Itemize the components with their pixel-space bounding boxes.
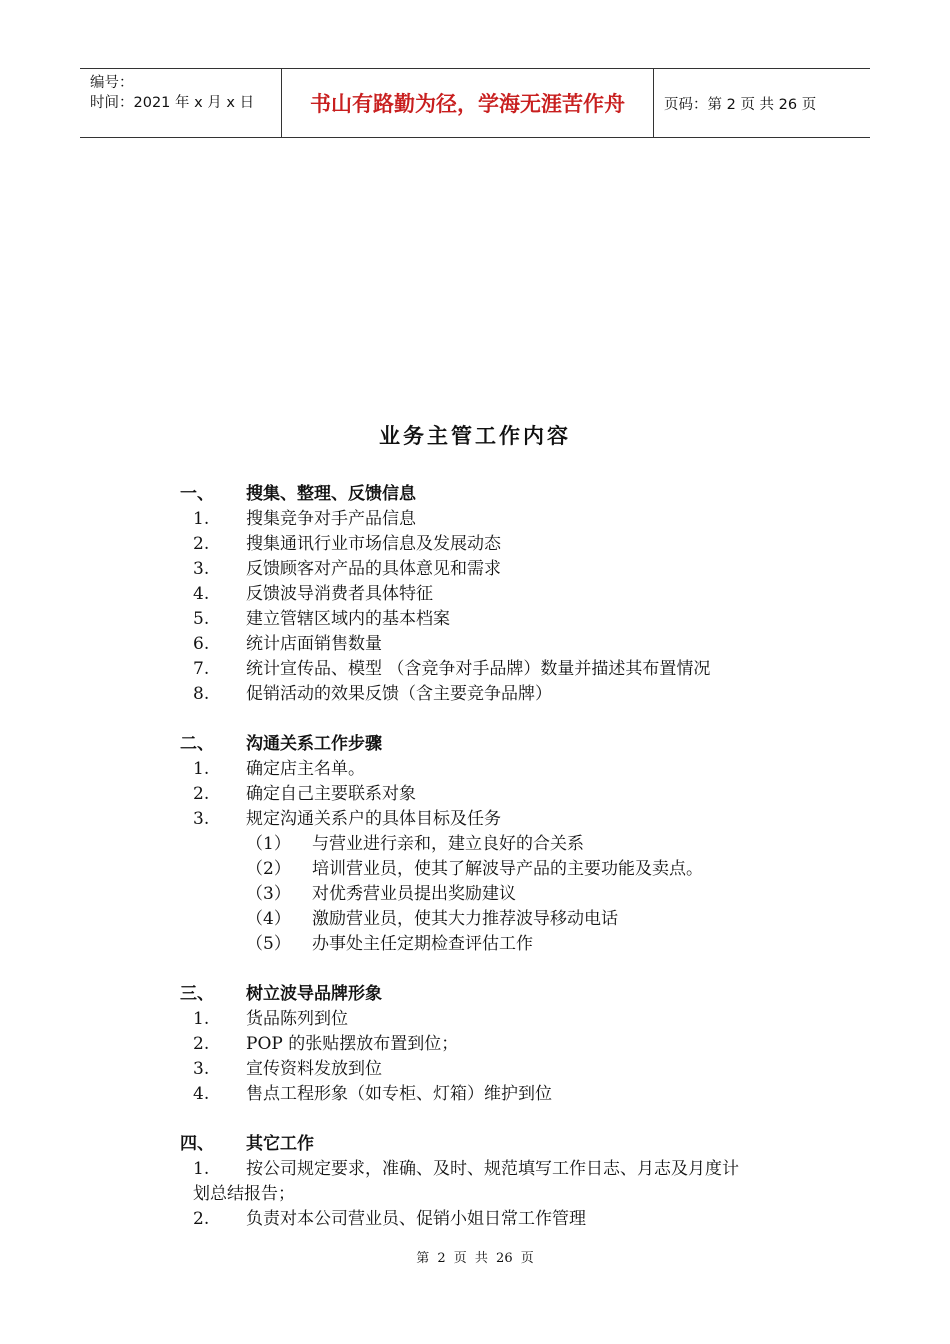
list-item xyxy=(180,1082,820,1107)
item-number: 3. xyxy=(193,809,210,829)
list-item xyxy=(180,782,820,807)
item-text: 确定店主名单。 xyxy=(246,759,365,779)
item-number: 5. xyxy=(193,609,210,629)
list-item xyxy=(180,607,820,632)
header-number-label: 编号： xyxy=(90,75,134,91)
sub-list-item xyxy=(180,832,820,857)
item-number: 2. xyxy=(193,1034,210,1054)
list-item xyxy=(180,1057,820,1082)
page-footer: 第 2 页 共 26 页 xyxy=(416,1251,534,1266)
sub-list-item xyxy=(180,907,820,932)
document-header xyxy=(80,68,870,138)
item-number: 3. xyxy=(193,559,210,579)
list-item xyxy=(180,807,820,832)
item-text: 搜集竞争对手产品信息 xyxy=(246,509,416,529)
sub-item-number: （5） xyxy=(246,934,291,954)
section-title: 其它工作 xyxy=(246,1134,314,1154)
list-item xyxy=(180,507,820,532)
header-time-label: 时间：2021 年 x 月 x 日 xyxy=(90,95,255,111)
list-item xyxy=(180,532,820,557)
header-page-info: 页码：第 2 页 共 26 页 xyxy=(664,96,817,113)
list-item xyxy=(180,757,820,782)
item-text: 确定自己主要联系对象 xyxy=(246,784,416,804)
section-title: 树立波导品牌形象 xyxy=(246,984,382,1004)
section-title: 搜集、整理、反馈信息 xyxy=(246,484,416,504)
item-text: 负责对本公司营业员、促销小姐日常工作管理 xyxy=(246,1209,586,1229)
list-item xyxy=(180,582,820,607)
item-text: POP 的张贴摆放布置到位； xyxy=(246,1034,459,1054)
list-item xyxy=(180,632,820,657)
sub-item-text: 培训营业员，使其了解波导产品的主要功能及卖点。 xyxy=(312,859,703,879)
sub-item-text: 对优秀营业员提出奖励建议 xyxy=(312,884,516,904)
sub-item-number: （4） xyxy=(246,909,291,929)
list-item xyxy=(180,1032,820,1057)
section-heading xyxy=(180,732,820,757)
sub-list-item xyxy=(180,857,820,882)
item-text: 宣传资料发放到位 xyxy=(246,1059,382,1079)
list-item xyxy=(180,1007,820,1032)
sub-item-text: 激励营业员，使其大力推荐波导移动电话 xyxy=(312,909,618,929)
list-item xyxy=(180,657,820,682)
item-text-continuation: 划总结报告； xyxy=(193,1184,295,1204)
sub-item-number: （1） xyxy=(246,834,291,854)
item-number: 2. xyxy=(193,1209,210,1229)
section-number: 二、 xyxy=(180,734,214,754)
item-number: 2. xyxy=(193,784,210,804)
sub-list-item xyxy=(180,932,820,957)
item-number: 1. xyxy=(193,509,210,529)
section-number: 三、 xyxy=(180,984,214,1004)
section-heading xyxy=(180,482,820,507)
item-text: 建立管辖区域内的基本档案 xyxy=(246,609,450,629)
sub-item-text: 办事处主任定期检查评估工作 xyxy=(312,934,533,954)
section-number: 一、 xyxy=(180,484,214,504)
spacer xyxy=(180,1107,820,1132)
list-item xyxy=(180,682,820,707)
item-number: 2. xyxy=(193,534,210,554)
sub-list-item xyxy=(180,882,820,907)
section-heading xyxy=(180,1132,820,1157)
item-text: 反馈波导消费者具体特征 xyxy=(246,584,433,604)
header-motto: 书山有路勤为径，学海无涯苦作舟 xyxy=(282,69,654,137)
item-number: 4. xyxy=(193,1084,210,1104)
section-heading xyxy=(180,982,820,1007)
item-text: 规定沟通关系户的具体目标及任务 xyxy=(246,809,501,829)
item-text: 搜集通讯行业市场信息及发展动态 xyxy=(246,534,501,554)
item-text: 反馈顾客对产品的具体意见和需求 xyxy=(246,559,501,579)
item-number: 1. xyxy=(193,759,210,779)
sub-item-text: 与营业进行亲和，建立良好的合关系 xyxy=(312,834,584,854)
section-title: 沟通关系工作步骤 xyxy=(246,734,382,754)
item-text: 统计宣传品、模型 （含竞争对手品牌）数量并描述其布置情况 xyxy=(246,659,711,679)
item-number: 3. xyxy=(193,1059,210,1079)
item-text: 按公司规定要求，准确、及时、规范填写工作日志、月志及月度计 xyxy=(246,1159,739,1179)
item-text: 货品陈列到位 xyxy=(246,1009,348,1029)
header-meta xyxy=(80,69,282,137)
item-number: 6. xyxy=(193,634,210,654)
item-number: 4. xyxy=(193,584,210,604)
item-text: 统计店面销售数量 xyxy=(246,634,382,654)
list-item xyxy=(180,1157,820,1207)
list-item xyxy=(180,1207,820,1232)
sub-item-number: （3） xyxy=(246,884,291,904)
spacer xyxy=(180,957,820,982)
document-body xyxy=(180,482,820,1232)
spacer xyxy=(180,707,820,732)
item-number: 7. xyxy=(193,659,210,679)
document-title: 业务主管工作内容 xyxy=(379,423,571,448)
item-number: 1. xyxy=(193,1009,210,1029)
section-number: 四、 xyxy=(180,1134,214,1154)
item-number: 1. xyxy=(193,1159,210,1179)
item-text: 促销活动的效果反馈（含主要竞争品牌） xyxy=(246,684,552,704)
item-text: 售点工程形象（如专柜、灯箱）维护到位 xyxy=(246,1084,552,1104)
item-number: 8. xyxy=(193,684,210,704)
list-item xyxy=(180,557,820,582)
sub-item-number: （2） xyxy=(246,859,291,879)
